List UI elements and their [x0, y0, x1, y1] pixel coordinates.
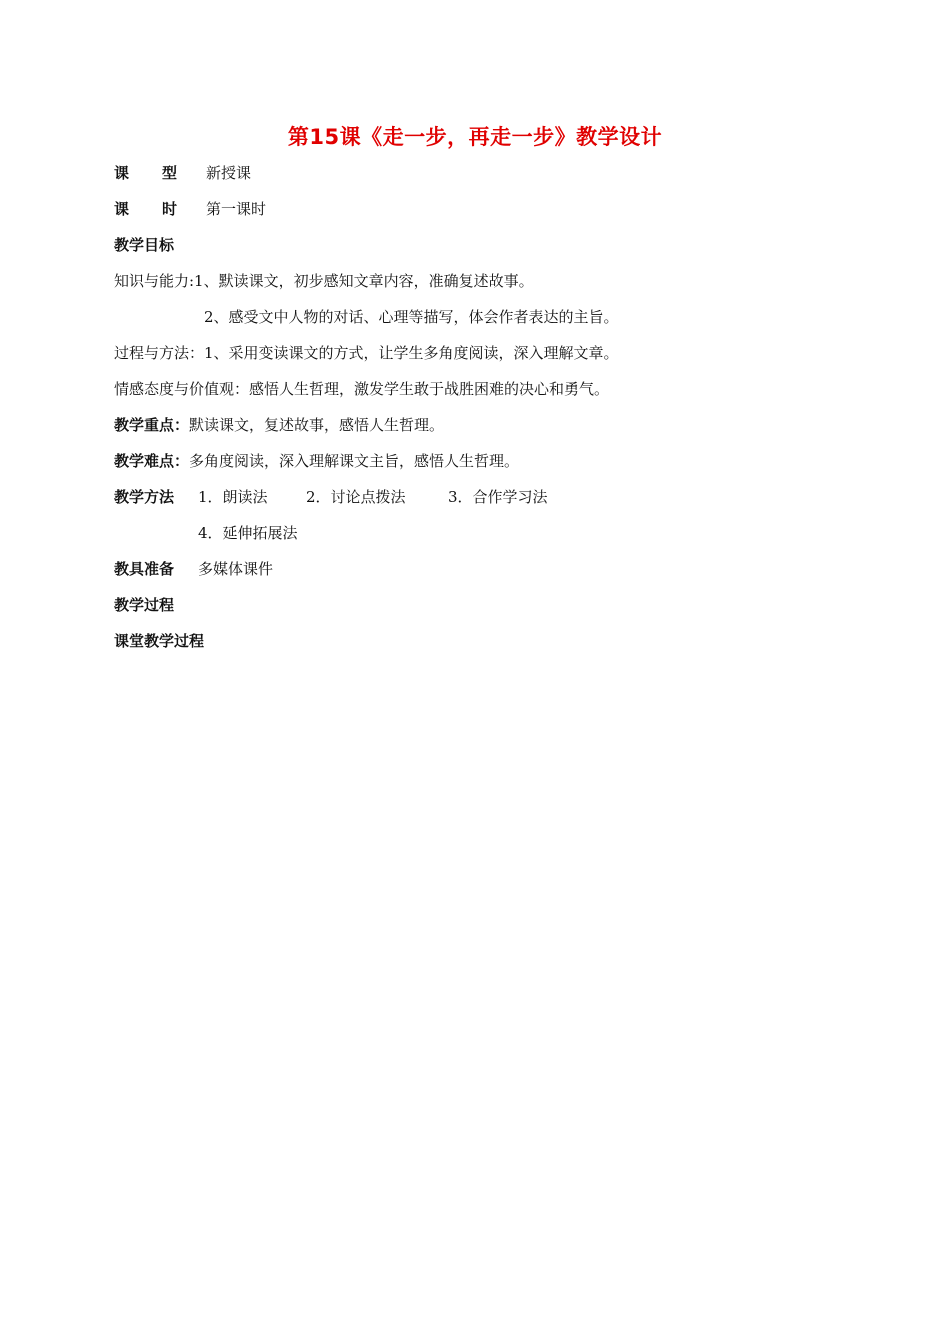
classroom-heading: 课堂教学过程	[114, 632, 205, 650]
method-item: 3．合作学习法	[448, 488, 548, 506]
methods-row	[114, 487, 548, 507]
difficult-points-label: 教学难点：	[114, 452, 190, 470]
method-item: 4．延伸拓展法	[198, 524, 298, 542]
difficult-points-value: 多角度阅读，深入理解课文主旨，感悟人生哲理。	[189, 452, 520, 470]
methods-label: 教学方法	[114, 488, 175, 506]
lesson-type-label: 课 型	[114, 164, 178, 182]
objective-process: 过程与方法：1、采用变读课文的方式，让学生多角度阅读，深入理解文章。	[114, 344, 619, 362]
tools-value: 多媒体课件	[198, 560, 274, 578]
objective-emotion: 情感态度与价值观：感悟人生哲理，激发学生敢于战胜困难的决心和勇气。	[114, 380, 610, 398]
process-heading: 教学过程	[114, 596, 175, 614]
document-title: 第15课《走一步，再走一步》教学设计	[287, 125, 663, 149]
key-points-label: 教学重点：	[114, 416, 190, 434]
lesson-time-label: 课 时	[114, 200, 178, 218]
difficult-points-row	[114, 451, 519, 471]
tools-row	[114, 559, 273, 579]
tools-label: 教具准备	[114, 560, 175, 578]
method-item: 2．讨论点拨法	[306, 488, 406, 506]
lesson-type-row	[114, 163, 251, 183]
key-points-value: 默读课文，复述故事，感悟人生哲理。	[189, 416, 445, 434]
lesson-time-row	[114, 199, 266, 219]
objective-knowledge-1: 知识与能力:1、默读课文，初步感知文章内容，准确复述故事。	[114, 272, 534, 290]
objective-knowledge-2: 2、感受文中人物的对话、心理等描写，体会作者表达的主旨。	[204, 308, 619, 326]
lesson-type-value: 新授课	[206, 164, 252, 182]
method-item: 1．朗读法	[198, 488, 268, 506]
lesson-time-value: 第一课时	[206, 200, 267, 218]
objectives-heading: 教学目标	[114, 236, 175, 254]
key-points-row	[114, 415, 444, 435]
